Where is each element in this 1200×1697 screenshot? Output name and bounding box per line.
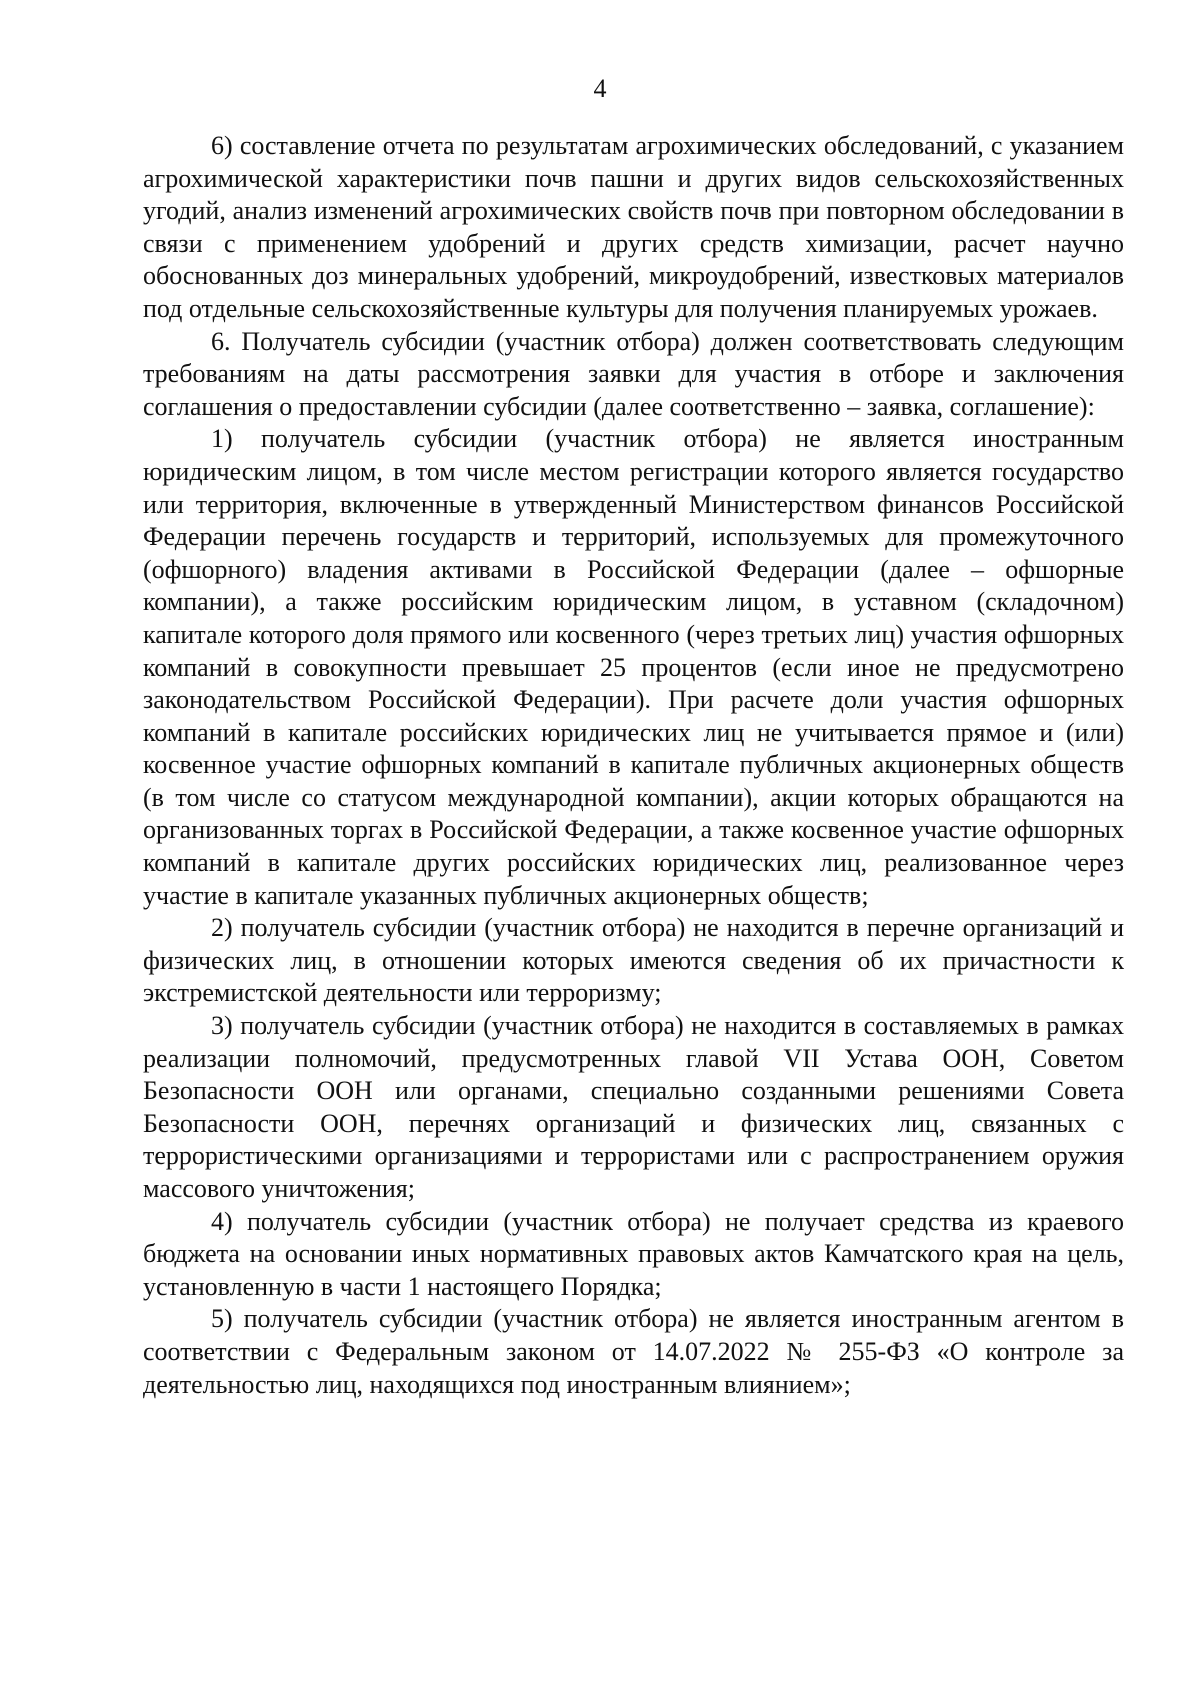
paragraph-requirement-1: 1) получатель субсидии (участник отбора) не является иностранным юридическим лицом, в том числе местом регистрации которого является государство или территория, включенные в утвержденный Министерством финансов Российской Федерации перечень государств и территорий, используемых для промежуточного (офшорного) владения активами в Российской Федерации (далее – офшорные компании), а также российским юридическим лицом, в уставном (складочном) капитале которого доля прямого или косвенного (через третьих лиц) участия офшорных компаний в совокупности превышает 25 процентов (если иное не предусмотрено законодательством Российской Федерации). При расчете доли участия офшорных компаний в капитале российских юридических лиц не учитывается прямое и (или) косвенное участие офшорных компаний в капитале публичных акционерных обществ (в том числе со статусом международной компании), акции которых обращаются на организованных торгах в Российской Федерации, а также косвенное участие офшорных компаний в капитале других российских юридических лиц, реализованное через участие в капитале указанных публичных акционерных обществ; xyxy=(143,424,1124,910)
paragraph-section-6-requirements: 6. Получатель субсидии (участник отбора) должен соответствовать следующим требованиям на даты рассмотрения заявки для участия в отборе и заключения соглашения о предоставлении субсидии (далее соответственно – заявка, соглашение): xyxy=(143,326,1124,421)
paragraph-requirement-4: 4) получатель субсидии (участник отбора) не получает средства из краевого бюджета на основании иных нормативных правовых актов Камчатского края на цель, установленную в части 1 настоящего Порядка; xyxy=(143,1206,1124,1301)
paragraph-requirement-5: 5) получатель субсидии (участник отбора) не является иностранным агентом в соответствии с Федеральным законом от 14.07.2022 № 255-ФЗ «О контроле за деятельностью лиц, находящихся под иностранным влиянием»; xyxy=(143,1304,1124,1399)
page-number: 4 xyxy=(593,74,607,103)
document-body xyxy=(143,130,1124,1401)
paragraph-requirement-2: 2) получатель субсидии (участник отбора) не находится в перечне организаций и физических лиц, в отношении которых имеются сведения об их причастности к экстремистской деятельности или терроризму; xyxy=(143,913,1124,1008)
paragraph-requirement-3: 3) получатель субсидии (участник отбора) не находится в составляемых в рамках реализации полномочий, предусмотренных главой VII Устава ООН, Советом Безопасности ООН или органами, специально созданными решениями Совета Безопасности ООН, перечнях организаций и физических лиц, связанных с террористическими организациями и террористами или с распространением оружия массового уничтожения; xyxy=(143,1011,1124,1203)
paragraph-item-6-report: 6) составление отчета по результатам агрохимических обследований, с указанием агрохимической характеристики почв пашни и других видов сельскохозяйственных угодий, анализ изменений агрохимических свойств почв при повторном обследовании в связи с применением удобрений и других средств химизации, расчет научно обоснованных доз минеральных удобрений, микроудобрений, известковых материалов под отдельные сельскохозяйственные культуры для получения планируемых урожаев. xyxy=(143,131,1124,323)
